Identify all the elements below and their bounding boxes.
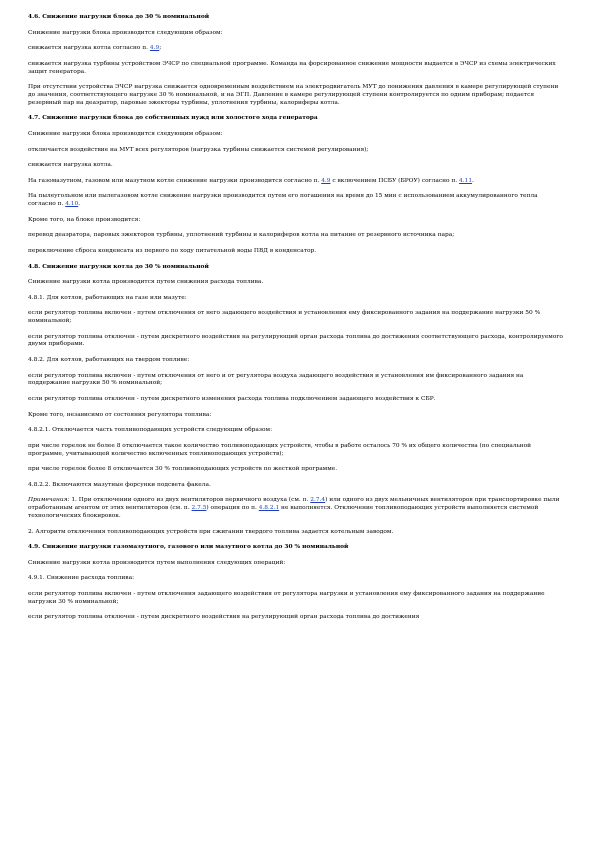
paragraph: Снижение нагрузки блока производится следующим образом: xyxy=(28,29,223,36)
paragraph: отключается воздействие на МУТ всех регуляторов (нагрузка турбины снижается системой регулирования); xyxy=(28,146,369,153)
paragraph: если регулятор топлива отключен - путем дискретного воздействия на регулирующий орган расхода топлива до достижения соответствующего расхода, контролируемого двумя приборами. xyxy=(28,333,563,348)
document-body xyxy=(28,14,566,630)
subsection-4-8-2-1-heading: 4.8.2.1. Отключается часть топливоподающих устройств следующим образом: xyxy=(28,427,273,434)
paragraph xyxy=(28,178,566,186)
paragraph: если регулятор топлива включен - путем отключения от него задающего воздействия и установления ему фиксированного задания на поддержание нагрузки 50 % номинальной; xyxy=(28,310,541,325)
paragraph xyxy=(28,193,566,209)
paragraph: если регулятор топлива отключен - путем дискретного изменения расхода топлива подключением задающего воздействия к СБР. xyxy=(28,396,436,403)
link-4-9[interactable]: 4.9 xyxy=(149,45,160,52)
paragraph: если регулятор топлива включен - путем отключения от него и от регулятора воздуха задающего воздействия и установления им фиксированного задания на поддержание нагрузки 50 % номинальной; xyxy=(28,372,524,387)
note-paragraph xyxy=(28,497,566,520)
subsection-4-8-2-heading: 4.8.2. Для котлов, работающих на твердом топливе: xyxy=(28,357,190,364)
paragraph: снижается нагрузка котла. xyxy=(28,162,113,169)
paragraph xyxy=(28,45,566,53)
text: ) операция по п. xyxy=(206,505,259,512)
subsection-4-8-2-2-heading: 4.8.2.2. Включаются мазутные форсунки подсвета факела. xyxy=(28,481,211,488)
paragraph: Снижение нагрузки котла производится путем снижения расхода топлива. xyxy=(28,279,264,286)
section-4-8-heading: 4.8. Снижение нагрузки котла до 30 % номинальной xyxy=(28,263,209,270)
text: 1. При отключении одного из двух вентиляторов первичного воздуха (см. п. xyxy=(69,497,311,504)
paragraph: Снижение нагрузки блока производится следующим образом: xyxy=(28,130,223,137)
paragraph: при числе горелок более 8 отключается 30 % топливоподающих устройств по жесткой программе. xyxy=(28,466,338,473)
link-4-10[interactable]: 4.10 xyxy=(65,201,79,208)
paragraph: Кроме того, на блоке производится: xyxy=(28,216,141,223)
paragraph: снижается нагрузка турбины устройством ЭЧСР по специальной программе. Команда на форсированное снижение мощности выдается в ЭЧСР из схемы электрических защит генератора. xyxy=(28,60,556,75)
paragraph: если регулятор топлива отключен - путем дискретного воздействия на регулирующий орган расхода топлива до достижения xyxy=(28,614,420,621)
link-4-11[interactable]: 4.11 xyxy=(459,177,473,184)
text: ; xyxy=(159,45,162,52)
paragraph: переключение сброса конденсата из первого по ходу питательной воды ПВД в конденсатор. xyxy=(28,247,317,254)
text: с включением ПСБУ (БРОУ) согласно п. xyxy=(330,177,460,184)
text: . xyxy=(472,177,474,184)
paragraph: Снижение нагрузки котла производится путем выполнения следующих операций: xyxy=(28,559,286,566)
text: На пылеугольном или пылегазовом котле снижение нагрузки производится путем его погашения на время до 15 мин с использованием аккумулированного тепла согласно п. xyxy=(28,193,538,208)
text: ) или одного из двух мельничных вентиляторов при транспортировке пыли отработанным агентом от этих вентиляторов (см. п. xyxy=(28,497,560,512)
subsection-4-9-1-heading: 4.9.1. Снижение расхода топлива: xyxy=(28,575,135,582)
paragraph: Кроме того, независимо от состояния регулятора топлива: xyxy=(28,411,212,418)
link-2-7-4[interactable]: 2.7.4 xyxy=(310,497,326,504)
text: . xyxy=(78,201,81,208)
paragraph: перевод деаэратора, паровых эжекторов турбины, уплотнений турбины и калориферов котла на питание от резервного источника пара; xyxy=(28,232,455,239)
paragraph: При отсутствии устройства ЭЧСР нагрузка снижается одновременным воздействием на электродвигатель МУТ до понижения давления в камере регулирующей ступени до значения, соответствующего нагрузке 30 % номинальной, и на ЭГП. Давление в камере регулирующей ступени контролируется по одним приборам; подается резервный пар на деаэратор, паровые эжекторы турбины, уплотнения турбины, калориферы котла. xyxy=(28,84,559,106)
section-4-6-heading: 4.6. Снижение нагрузки блока до 30 % номинальной xyxy=(28,14,210,20)
note-label: Примечания: xyxy=(28,497,70,504)
paragraph: если регулятор топлива включен - путем отключения задающего воздействия от регулятора нагрузки и установления ему фиксированного задания на поддержание нагрузки 30 % номинальной; xyxy=(28,590,545,605)
text: не выполняется. Отключение топливоподающих устройств выполняется системой технологических блокировок. xyxy=(28,505,539,519)
subsection-4-8-1-heading: 4.8.1. Для котлов, работающих на газе или мазуте: xyxy=(28,294,187,301)
note-paragraph: 2. Алгоритм отключения топливоподающих устройств при сжигании твердого топлива задается котельным заводом. xyxy=(28,528,394,535)
link-4-8-2-1[interactable]: 4.8.2.1 xyxy=(258,505,280,512)
text: снижается нагрузка котла согласно п. xyxy=(28,45,150,52)
link-2-7-5[interactable]: 2.7.5 xyxy=(191,505,207,512)
section-4-9-heading: 4.9. Снижение нагрузки газомазутного, газового или мазутного котла до 30 % номинальной xyxy=(28,544,349,551)
paragraph: при числе горелок не более 8 отключается такое количество топливоподающих устройств, чтобы в работе осталось 70 % их общего количества (по специальной программе, учитывающей количество включенных топливоподающих устройств); xyxy=(28,442,532,457)
section-4-7-heading: 4.7. Снижение нагрузки блока до собственных нужд или холостого хода генератора xyxy=(28,115,318,122)
link-4-9[interactable]: 4.9 xyxy=(321,177,331,184)
text: На газомазутном, газовом или мазутном котле снижение нагрузки производится согласно п. xyxy=(28,177,322,184)
